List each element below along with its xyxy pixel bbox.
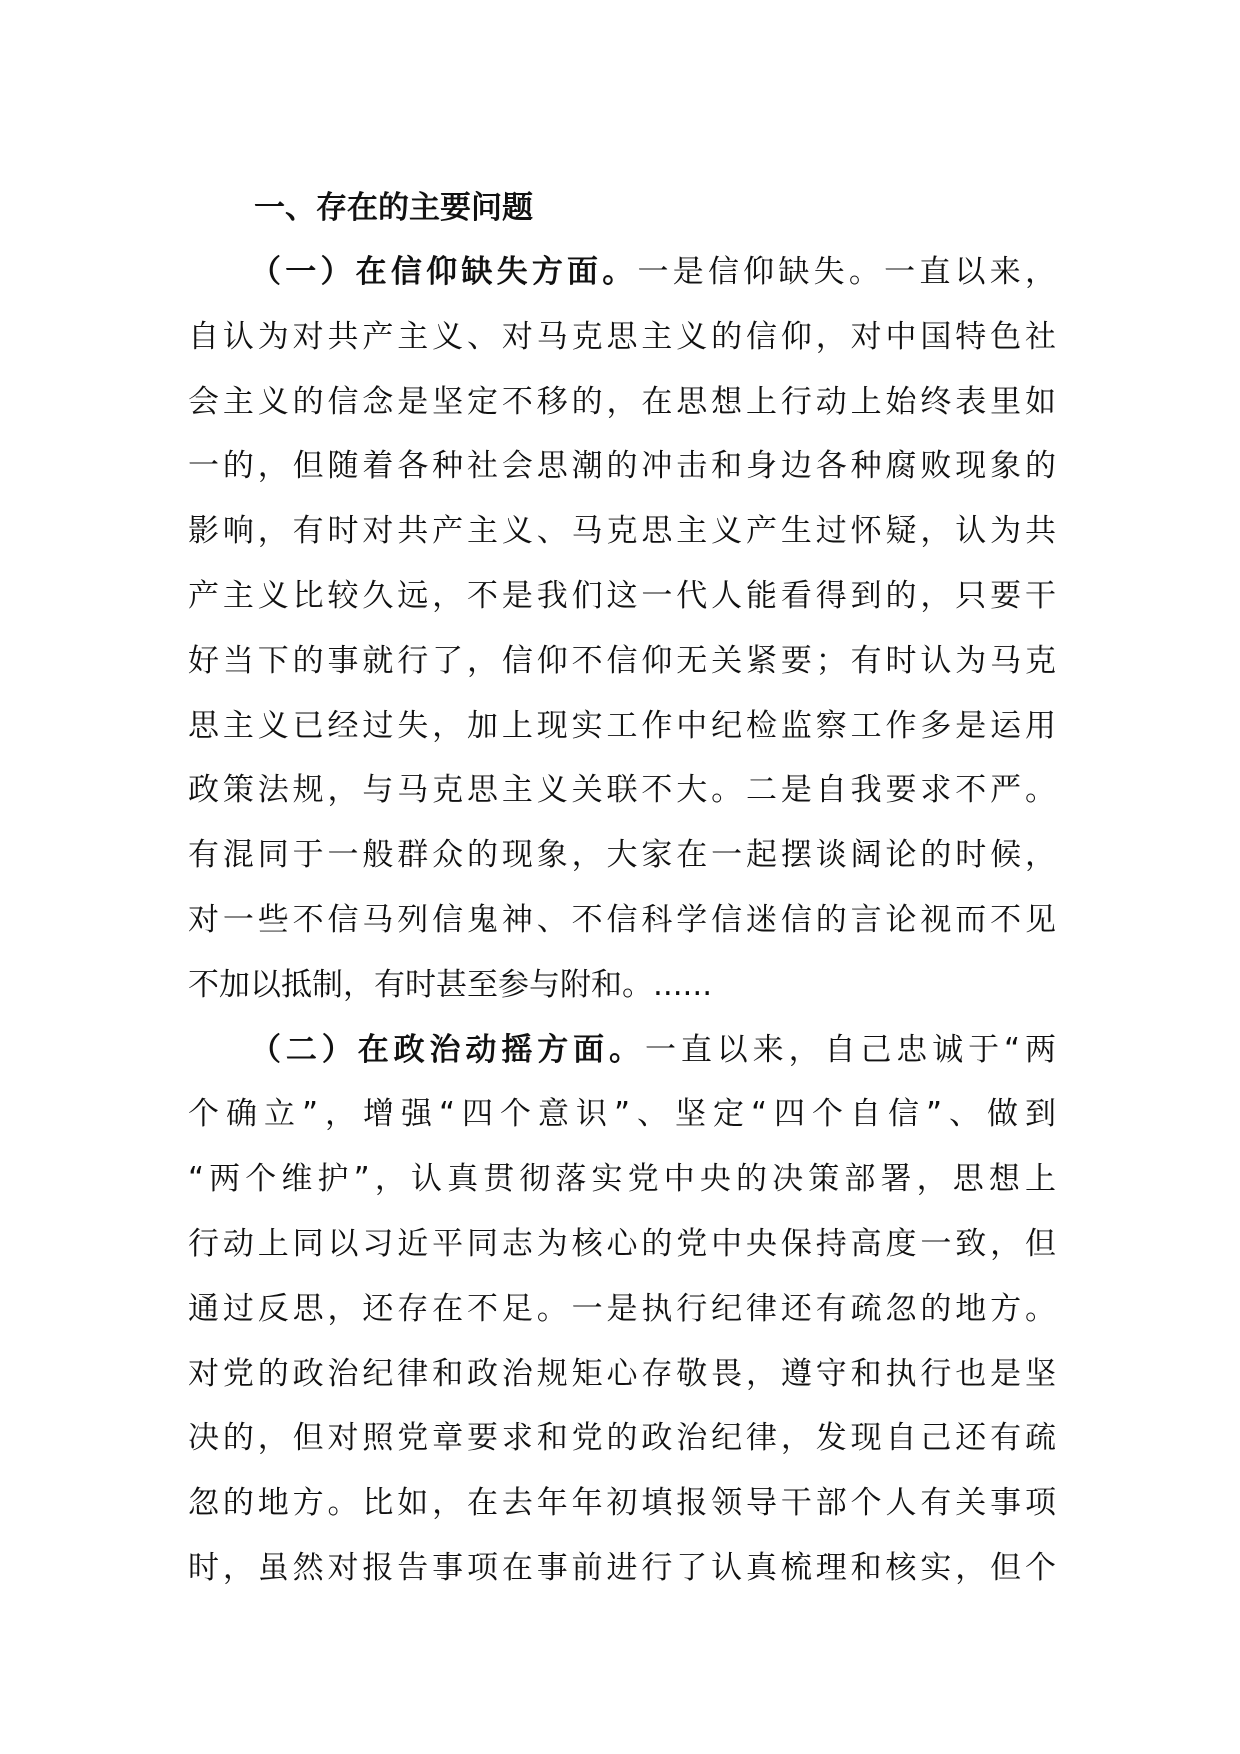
paragraph-first-line bbox=[188, 240, 1056, 305]
paragraph-lead: （一）在信仰缺失方面。 bbox=[250, 254, 638, 290]
paragraph-line: 行动上同以习近平同志为核心的党中央保持高度一致，但 bbox=[188, 1225, 1056, 1262]
paragraph-lead: （二）在政治动摇方面。 bbox=[250, 1031, 645, 1068]
paragraph-line: 影响，有时对共产主义、马克思主义产生过怀疑，认为共 bbox=[188, 513, 1056, 550]
document-page bbox=[188, 176, 1056, 1601]
paragraph-line: “两个维护”，认真贯彻落实党中央的决策部署，思想上 bbox=[188, 1161, 1056, 1198]
paragraph-line: 政策法规，与马克思主义关联不大。二是自我要求不严。 bbox=[188, 772, 1056, 809]
paragraph-line: 决的，但对照党章要求和党的政治纪律，发现自己还有疏 bbox=[188, 1420, 1056, 1457]
paragraph-line: 对党的政治纪律和政治规矩心存敬畏，遵守和执行也是坚 bbox=[188, 1355, 1056, 1392]
paragraph-line: 思主义已经过失，加上现实工作中纪检监察工作多是运用 bbox=[188, 707, 1056, 744]
paragraph-line: 通过反思，还存在不足。一是执行纪律还有疏忽的地方。 bbox=[188, 1290, 1056, 1327]
paragraph-line: 自认为对共产主义、对马克思主义的信仰，对中国特色社 bbox=[188, 318, 1056, 355]
paragraph-text: 一直以来，自己忠诚于“两 bbox=[644, 1031, 1056, 1068]
paragraph-line: 好当下的事就行了，信仰不信仰无关紧要；有时认为马克 bbox=[188, 642, 1056, 679]
paragraph-line: 会主义的信念是坚定不移的，在思想上行动上始终表里如 bbox=[188, 383, 1056, 420]
paragraph-line: 有混同于一般群众的现象，大家在一起摆谈阔论的时候， bbox=[188, 837, 1056, 874]
paragraph-line: 一的，但随着各种社会思潮的冲击和身边各种腐败现象的 bbox=[188, 448, 1056, 485]
paragraph-first-line bbox=[188, 1018, 1056, 1083]
section-heading: 一、存在的主要问题 bbox=[254, 190, 533, 226]
paragraph-line: 个确立”，增强“四个意识”、坚定“四个自信”、做到 bbox=[188, 1096, 1056, 1133]
paragraph-text: 一是信仰缺失。一直以来， bbox=[637, 254, 1056, 290]
paragraph-line: 产主义比较久远，不是我们这一代人能看得到的，只要干 bbox=[188, 577, 1056, 614]
paragraph-line: 对一些不信马列信鬼神、不信科学信迷信的言论视而不见 bbox=[188, 901, 1056, 938]
paragraph-line: 时，虽然对报告事项在事前进行了认真梳理和核实，但个 bbox=[188, 1549, 1056, 1586]
paragraph-line: 不加以抵制，有时甚至参与附和。...... bbox=[188, 966, 713, 1003]
paragraph-politics bbox=[188, 1018, 1056, 1601]
paragraph-line: 忽的地方。比如，在去年年初填报领导干部个人有关事项 bbox=[188, 1485, 1056, 1522]
paragraph-faith bbox=[188, 240, 1056, 1018]
